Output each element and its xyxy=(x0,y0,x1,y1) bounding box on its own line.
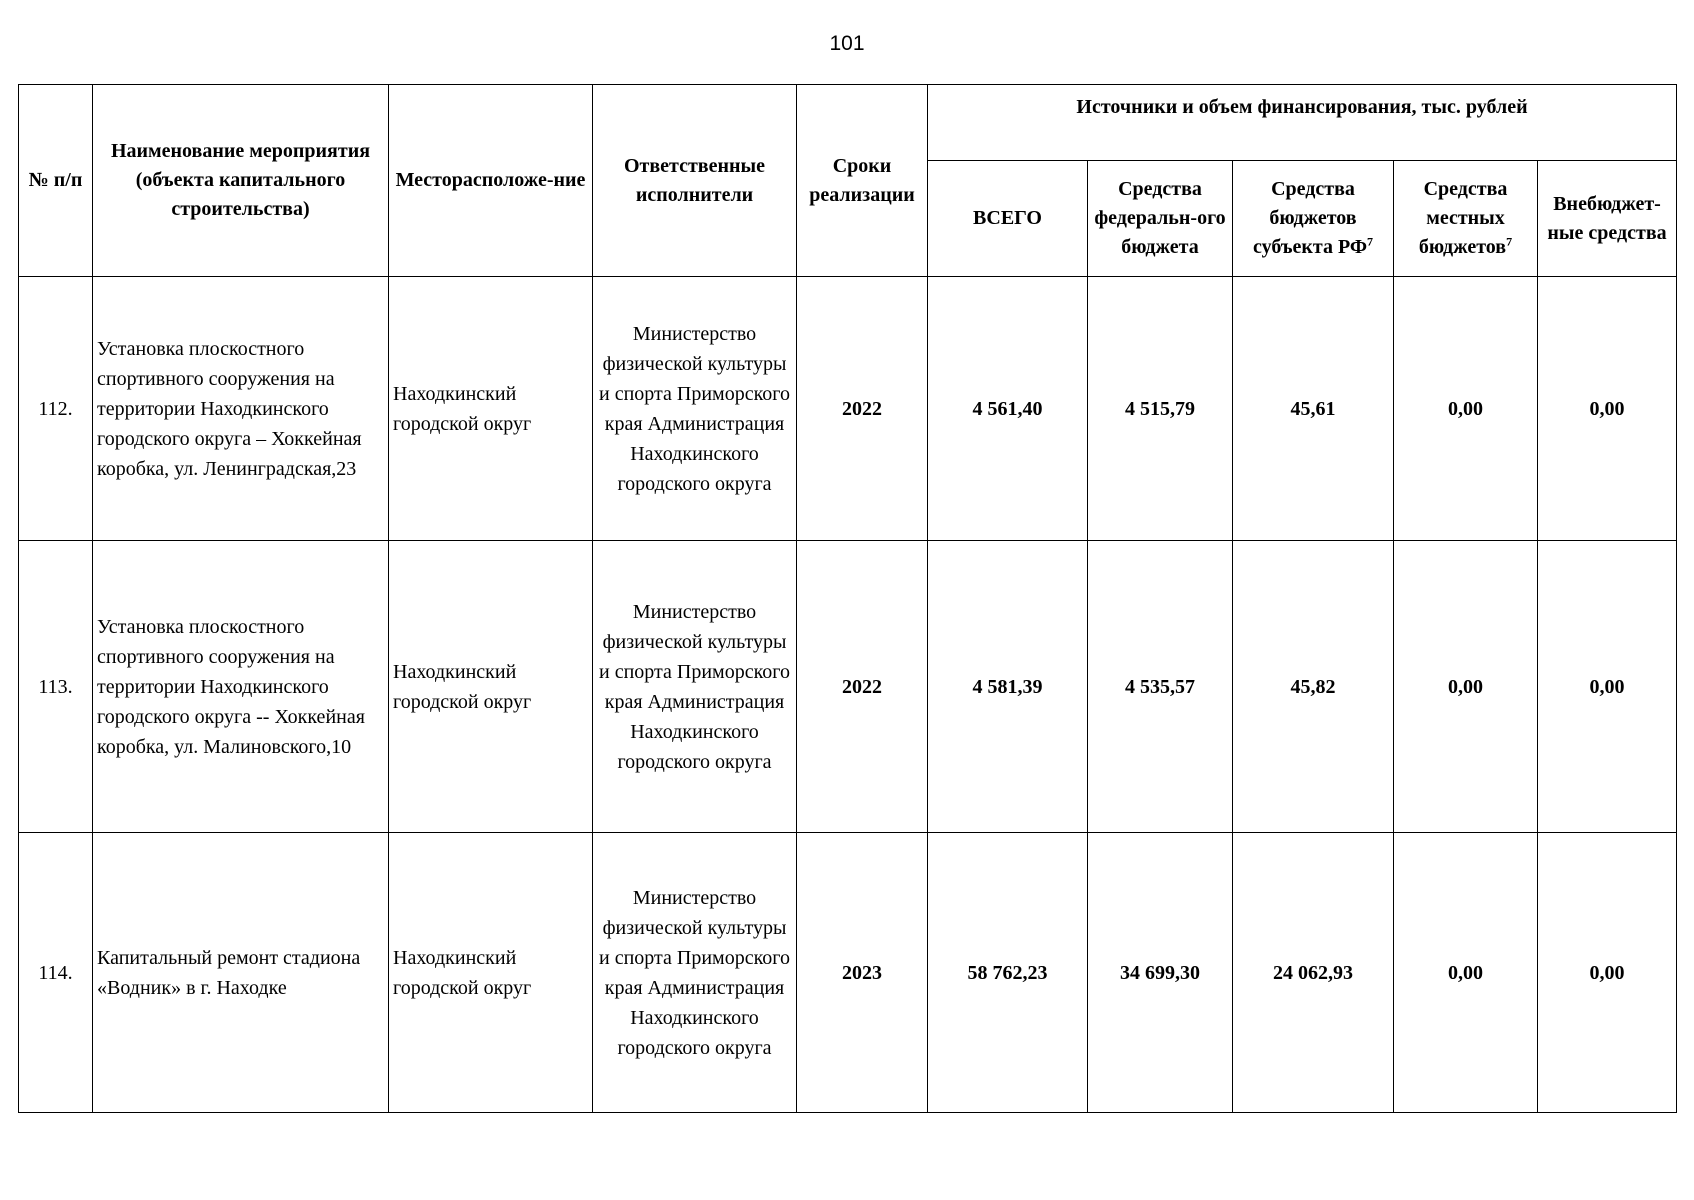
row-name: Установка плоскостного спортивного сооружения на территории Находкинского городского округа – Хоккейная коробка, ул. Ленинградская,23 xyxy=(93,277,389,541)
row-regional: 45,61 xyxy=(1233,277,1394,541)
page-number: 101 xyxy=(829,32,865,55)
header-name: Наименование мероприятия (объекта капитального строительства) xyxy=(93,85,389,277)
row-federal: 4 515,79 xyxy=(1088,277,1233,541)
row-regional: 45,82 xyxy=(1233,541,1394,833)
row-num: 114. xyxy=(19,833,93,1113)
header-regional-footnote: 7 xyxy=(1367,234,1374,249)
table-row xyxy=(19,277,1677,541)
row-name: Капитальный ремонт стадиона «Водник» в г. Находке xyxy=(93,833,389,1113)
table-row xyxy=(19,541,1677,833)
table-row xyxy=(19,833,1677,1113)
header-terms: Сроки реализации xyxy=(797,85,928,277)
row-total: 58 762,23 xyxy=(928,833,1088,1113)
row-offbudget: 0,00 xyxy=(1538,541,1677,833)
row-regional: 24 062,93 xyxy=(1233,833,1394,1113)
row-name: Установка плоскостного спортивного сооружения на территории Находкинского городского округа -- Хоккейная коробка, ул. Малиновского,10 xyxy=(93,541,389,833)
row-federal: 4 535,57 xyxy=(1088,541,1233,833)
header-total: ВСЕГО xyxy=(928,161,1088,277)
row-terms: 2023 xyxy=(797,833,928,1113)
row-executors: Министерство физической культуры и спорта Приморского края Администрация Находкинского городского округа xyxy=(593,833,797,1113)
row-total: 4 561,40 xyxy=(928,277,1088,541)
row-local: 0,00 xyxy=(1394,833,1538,1113)
row-executors: Министерство физической культуры и спорта Приморского края Администрация Находкинского городского округа xyxy=(593,277,797,541)
row-terms: 2022 xyxy=(797,541,928,833)
row-location: Находкинский городской округ xyxy=(389,277,593,541)
row-offbudget: 0,00 xyxy=(1538,277,1677,541)
row-local: 0,00 xyxy=(1394,541,1538,833)
header-regional xyxy=(1233,161,1394,277)
row-num: 113. xyxy=(19,541,93,833)
header-executors: Ответственные исполнители xyxy=(593,85,797,277)
funding-table xyxy=(18,84,1677,1113)
header-local-footnote: 7 xyxy=(1506,234,1513,249)
header-local-label: Средства местных бюджетов xyxy=(1418,178,1508,258)
row-location: Находкинский городской округ xyxy=(389,541,593,833)
header-offbudget: Внебюджет-ные средства xyxy=(1538,161,1677,277)
header-funding-group: Источники и объем финансирования, тыс. рублей xyxy=(928,85,1677,161)
row-terms: 2022 xyxy=(797,277,928,541)
row-offbudget: 0,00 xyxy=(1538,833,1677,1113)
row-location: Находкинский городской округ xyxy=(389,833,593,1113)
row-total: 4 581,39 xyxy=(928,541,1088,833)
header-regional-label: Средства бюджетов субъекта РФ xyxy=(1252,178,1368,258)
header-num: № п/п xyxy=(19,85,93,277)
header-location: Месторасположе-ние xyxy=(389,85,593,277)
row-num: 112. xyxy=(19,277,93,541)
row-executors: Министерство физической культуры и спорта Приморского края Администрация Находкинского городского округа xyxy=(593,541,797,833)
row-federal: 34 699,30 xyxy=(1088,833,1233,1113)
header-local xyxy=(1394,161,1538,277)
header-row-1 xyxy=(19,85,1677,161)
header-federal: Средства федеральн-ого бюджета xyxy=(1088,161,1233,277)
row-local: 0,00 xyxy=(1394,277,1538,541)
